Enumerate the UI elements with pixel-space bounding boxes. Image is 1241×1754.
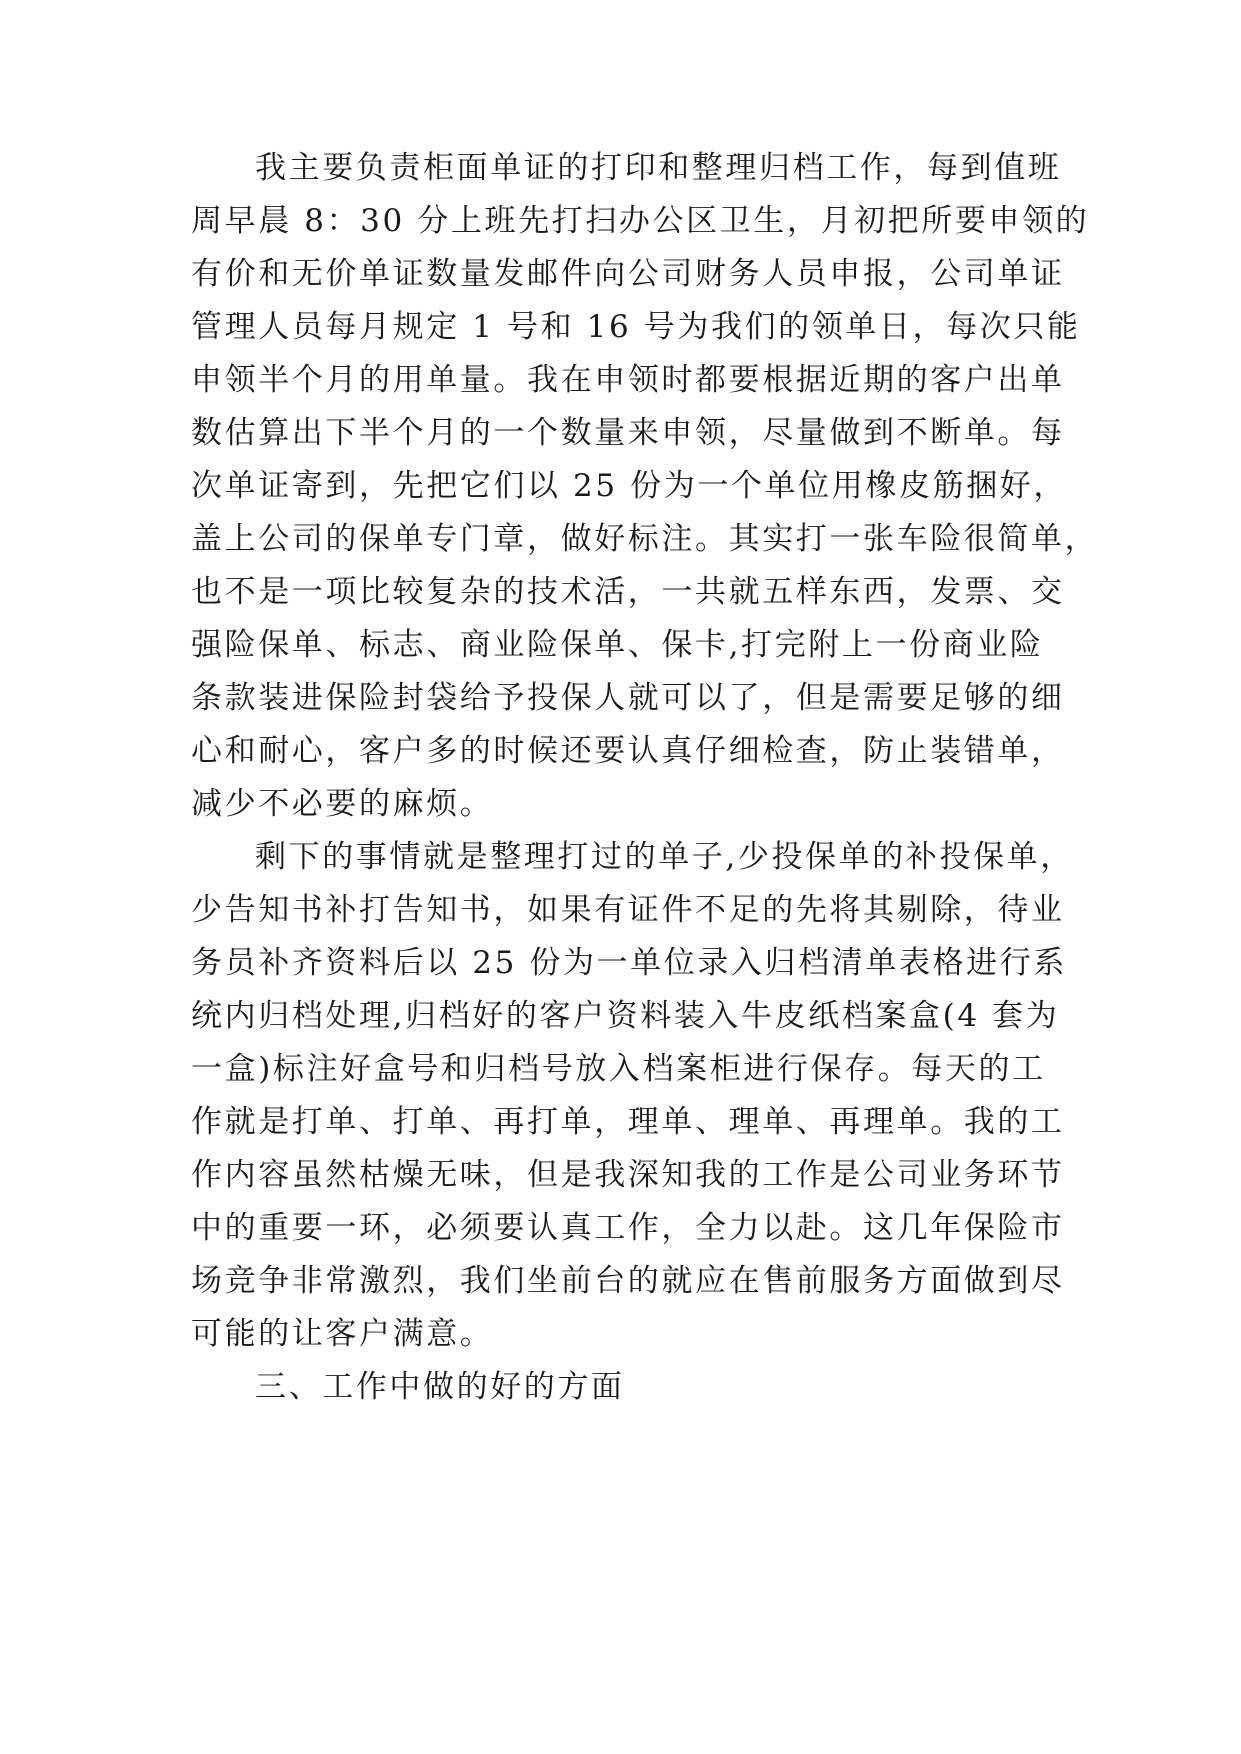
paragraph-1-line: 申领半个月的用单量。我在申领时都要根据近期的客户出单 [191, 362, 1065, 398]
paragraph-1-line: 强险保单、标志、商业险保单、保卡,打完附上一份商业险 [191, 627, 1044, 663]
paragraph-1-line: 我主要负责柜面单证的打印和整理归档工作，每到值班 [255, 150, 1062, 186]
paragraph-1-line: 减少不必要的麻烦。 [191, 786, 494, 822]
paragraph-1-line: 数估算出下半个月的一个数量来申领，尽量做到不断单。每 [191, 415, 1065, 451]
paragraph-2-line: 作内容虽然枯燥无味，但是我深知我的工作是公司业务环节 [191, 1157, 1065, 1193]
section-heading: 三、工作中做的好的方面 [255, 1369, 625, 1405]
paragraph-2-line: 中的重要一环，必须要认真工作，全力以赴。这几年保险市 [191, 1210, 1065, 1246]
paragraph-1-line: 次单证寄到，先把它们以 25 份为一个单位用橡皮筋捆好， [191, 468, 1067, 504]
paragraph-2-line: 剩下的事情就是整理打过的单子,少投保单的补投保单， [255, 839, 1074, 875]
paragraph-2-line: 可能的让客户满意。 [191, 1316, 494, 1352]
paragraph-1-line: 条款装进保险封袋给予投保人就可以了，但是需要足够的细 [191, 680, 1065, 716]
paragraph-1-line: 心和耐心，客户多的时候还要认真仔细检查，防止装错单， [191, 733, 1065, 769]
paragraph-2-line: 少告知书补打告知书，如果有证件不足的先将其剔除，待业 [191, 892, 1065, 928]
paragraph-2-line: 场竞争非常激烈，我们坐前台的就应在售前服务方面做到尽 [191, 1263, 1065, 1299]
paragraph-2-line: 统内归档处理,归档好的客户资料装入牛皮纸档案盒(4 套为 [191, 998, 1060, 1034]
paragraph-1-line: 也不是一项比较复杂的技术活，一共就五样东西，发票、交 [191, 574, 1065, 610]
paragraph-2-line: 作就是打单、打单、再打单，理单、理单、再理单。我的工 [191, 1104, 1065, 1140]
paragraph-1-line: 盖上公司的保单专门章，做好标注。其实打一张车险很简单， [191, 521, 1099, 557]
paragraph-2-line: 一盒)标注好盒号和归档号放入档案柜进行保存。每天的工 [191, 1051, 1046, 1087]
paragraph-1-line: 周早晨 8：30 分上班先打扫办公区卫生，月初把所要申领的 [191, 203, 1090, 239]
paragraph-1-line: 有价和无价单证数量发邮件向公司财务人员申报，公司单证 [191, 256, 1065, 292]
paragraph-1-line: 管理人员每月规定 1 号和 16 号为我们的领单日，每次只能 [191, 309, 1081, 345]
paragraph-2-line: 务员补齐资料后以 25 份为一单位录入归档清单表格进行系 [191, 945, 1067, 981]
